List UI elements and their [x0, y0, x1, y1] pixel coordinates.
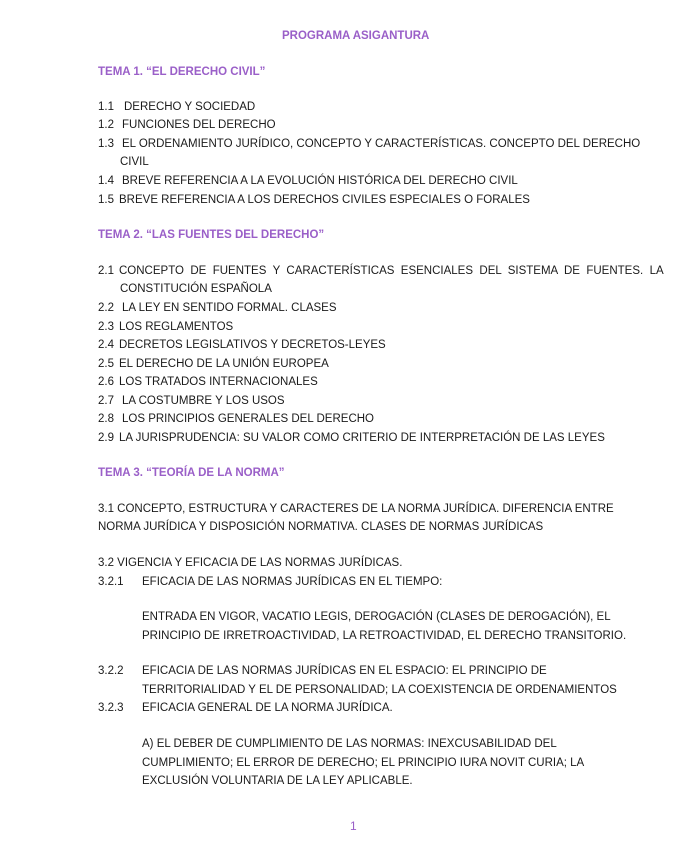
page-number: 1: [350, 819, 357, 833]
list-item: [98, 193, 530, 207]
item-text: BREVE REFERENCIA A LOS DERECHOS CIVILES ESPECIALES O FORALES: [119, 194, 530, 206]
section-3-2-1-body-line-1: ENTRADA EN VIGOR, VACATIO LEGIS, DEROGACIÓN (CLASES DE DEROGACIÓN), EL: [142, 611, 611, 623]
item-number: 1.2: [98, 119, 114, 131]
item-text: LOS TRATADOS INTERNACIONALES: [119, 376, 318, 388]
item-number: 2.8: [98, 413, 114, 425]
item-text: BREVE REFERENCIA A LA EVOLUCIÓN HISTÓRICA DEL DERECHO CIVIL: [122, 175, 518, 187]
item-number: 2.4: [98, 339, 114, 351]
item-number: 2.1: [98, 265, 114, 277]
item-text: DERECHO Y SOCIEDAD: [124, 101, 256, 113]
item-text-continuation: CIVIL: [120, 156, 149, 168]
item-text: EL DERECHO DE LA UNIÓN EUROPEA: [119, 358, 329, 370]
item-number: 2.6: [98, 376, 114, 388]
list-item: [98, 100, 256, 114]
item-number: 1.5: [98, 194, 114, 206]
item-number: 2.9: [98, 432, 114, 444]
item-number: 1.3: [98, 138, 114, 150]
item-text: LA LEY EN SENTIDO FORMAL. CLASES: [122, 302, 337, 314]
item-text: FUNCIONES DEL DERECHO: [122, 119, 276, 131]
item-number: 1.4: [98, 175, 114, 187]
item-text: LA COSTUMBRE Y LOS USOS: [122, 395, 285, 407]
section-3-2-2-title-line-1: EFICACIA DE LAS NORMAS JURÍDICAS EN EL ESPACIO: EL PRINCIPIO DE: [142, 665, 547, 677]
tema-3-heading: TEMA 3. “TEORÍA DE LA NORMA”: [98, 467, 285, 479]
section-3-2-3-body-line-3: EXCLUSIÓN VOLUNTARIA DE LA LEY APLICABLE.: [142, 775, 413, 787]
tema-1-heading: TEMA 1. “EL DERECHO CIVIL”: [98, 66, 266, 78]
item-text: LOS REGLAMENTOS: [119, 321, 234, 333]
item-number: 2.7: [98, 395, 114, 407]
section-3-1-line-1: 3.1 CONCEPTO, ESTRUCTURA Y CARACTERES DE LA NORMA JURÍDICA. DIFERENCIA ENTRE: [98, 503, 614, 515]
section-3-2-1-number: 3.2.1: [98, 576, 124, 588]
list-item: [98, 338, 386, 352]
list-item: [98, 412, 375, 426]
section-3-2-1-body-line-2: PRINCIPIO DE IRRETROACTIVIDAD, LA RETROACTIVIDAD, EL DERECHO TRANSITORIO.: [142, 630, 627, 642]
item-text-continuation: CONSTITUCIÓN ESPAÑOLA: [120, 283, 272, 295]
list-item: [98, 264, 664, 278]
section-3-2-1-title: EFICACIA DE LAS NORMAS JURÍDICAS EN EL TIEMPO:: [142, 576, 443, 588]
item-text: LOS PRINCIPIOS GENERALES DEL DERECHO: [122, 413, 375, 425]
item-number: 2.2: [98, 302, 114, 314]
list-item: [98, 137, 641, 151]
section-3-2-3-body-line-2: CUMPLIMIENTO; EL ERROR DE DERECHO; EL PRINCIPIO IURA NOVIT CURIA; LA: [142, 757, 585, 769]
section-3-2-3-body-line-1: A) EL DEBER DE CUMPLIMIENTO DE LAS NORMAS: INEXCUSABILIDAD DEL: [142, 738, 557, 750]
item-number: 2.3: [98, 321, 114, 333]
list-item: [98, 375, 318, 389]
list-item: [98, 174, 518, 188]
section-3-2-heading: 3.2 VIGENCIA Y EFICACIA DE LAS NORMAS JURÍDICAS.: [98, 557, 403, 569]
item-text: DECRETOS LEGISLATIVOS Y DECRETOS-LEYES: [119, 339, 386, 351]
list-item: [98, 320, 234, 334]
tema-2-heading: TEMA 2. “LAS FUENTES DEL DERECHO”: [98, 229, 325, 241]
section-3-1-line-2: NORMA JURÍDICA Y DISPOSICIÓN NORMATIVA. CLASES DE NORMAS JURÍDICAS: [98, 521, 544, 533]
document-title: PROGRAMA ASIGANTURA: [282, 30, 430, 42]
list-item: [98, 357, 329, 371]
list-item: [98, 431, 605, 445]
section-3-2-2-number: 3.2.2: [98, 665, 124, 677]
section-3-2-3-title: EFICACIA GENERAL DE LA NORMA JURÍDICA.: [142, 702, 393, 714]
list-item: [98, 394, 285, 408]
section-3-2-3-number: 3.2.3: [98, 702, 124, 714]
section-3-2-2-title-line-2: TERRITORIALIDAD Y EL DE PERSONALIDAD; LA COEXISTENCIA DE ORDENAMIENTOS: [142, 684, 617, 696]
item-text: CONCEPTO DE FUENTES Y CARACTERÍSTICAS ESENCIALES DEL SISTEMA DE FUENTES. LA: [119, 265, 664, 277]
list-item: [98, 118, 276, 132]
item-text: EL ORDENAMIENTO JURÍDICO, CONCEPTO Y CARACTERÍSTICAS. CONCEPTO DEL DERECHO: [122, 138, 641, 150]
item-number: 1.1: [98, 101, 114, 113]
item-text: LA JURISPRUDENCIA: SU VALOR COMO CRITERIO DE INTERPRETACIÓN DE LAS LEYES: [119, 432, 605, 444]
list-item: [98, 301, 337, 315]
item-number: 2.5: [98, 358, 114, 370]
